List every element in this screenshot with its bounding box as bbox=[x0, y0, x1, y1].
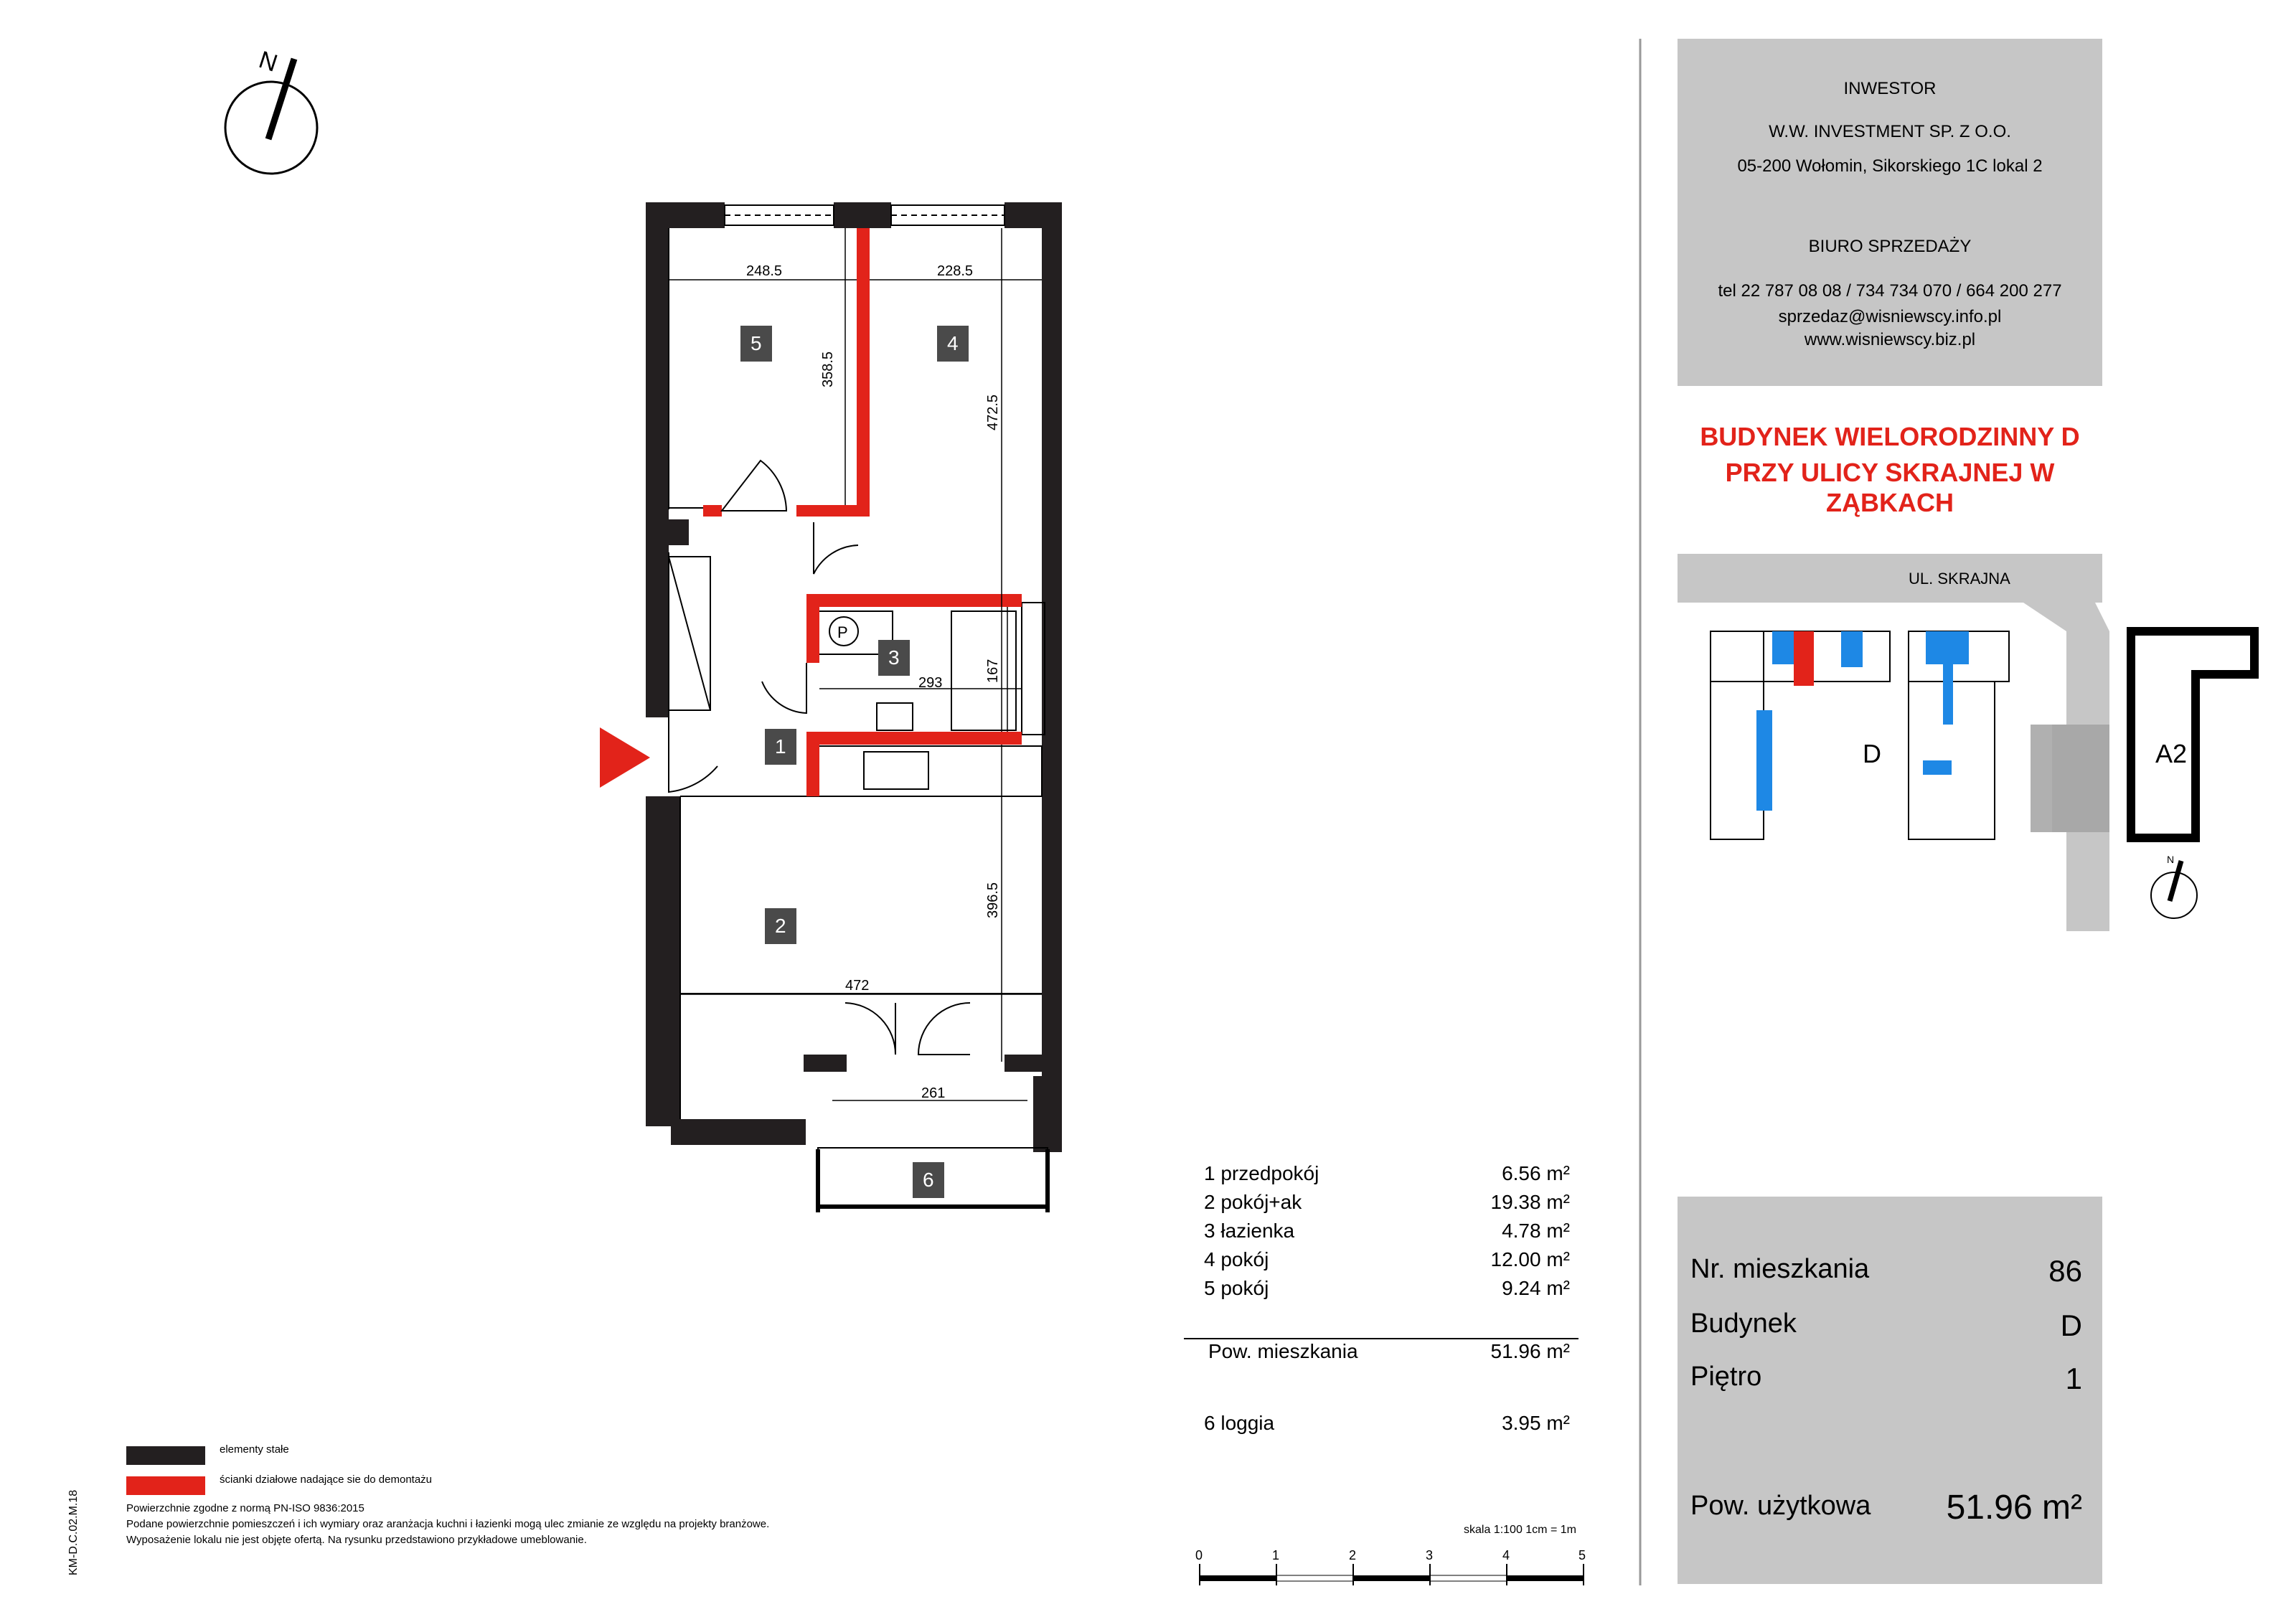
scale-label: skala 1:100 1cm = 1m bbox=[1464, 1524, 1576, 1536]
room-row-5 bbox=[1204, 1277, 1570, 1301]
sales-heading: BIURO SPRZEDAŻY bbox=[1808, 237, 1972, 256]
apartment-area-label: Pow. mieszkania bbox=[1208, 1340, 1358, 1362]
north-arrow bbox=[225, 46, 317, 174]
summary-panel bbox=[1678, 1197, 2102, 1584]
legend-note-3: Wyposażenie lokalu nie jest objęte ofertą. Na rysunku przedstawiono przykładowe umeblowanie. bbox=[126, 1534, 587, 1546]
room-area: 4.78 m² bbox=[1502, 1220, 1570, 1242]
investor-heading: INWESTOR bbox=[1843, 79, 1937, 98]
sales-phones: tel 22 787 08 08 / 734 734 070 / 664 200 277 bbox=[1718, 281, 2062, 301]
apartment-area-row bbox=[1208, 1340, 1570, 1364]
scale-tick-2: 2 bbox=[1349, 1548, 1357, 1562]
dim-248-5: 248.5 bbox=[746, 263, 783, 279]
document-code: KM-D.C.02.M.18 bbox=[67, 1489, 80, 1575]
scale-tick-0: 0 bbox=[1195, 1548, 1203, 1562]
legend-swatch-fixed bbox=[126, 1446, 205, 1465]
legend-note-2: Podane powierzchnie pomieszczeń i ich wymiary oraz aranżacja kuchni i łazienki mogą ulec zmianie ze względu na projekty branżowe. bbox=[126, 1518, 770, 1530]
dim-472-5: 472.5 bbox=[985, 394, 1001, 430]
room-name: 2 pokój+ak bbox=[1204, 1191, 1302, 1213]
dim-396-5: 396.5 bbox=[985, 882, 1001, 918]
investor-company: W.W. INVESTMENT SP. Z O.O. bbox=[1769, 122, 2011, 141]
room-area: 19.38 m² bbox=[1490, 1191, 1570, 1213]
room-row-2 bbox=[1204, 1191, 1570, 1215]
apartment-area-value: 51.96 m² bbox=[1490, 1340, 1570, 1362]
scale-tick-5: 5 bbox=[1578, 1548, 1586, 1562]
apartment-number-label: Nr. mieszkania bbox=[1690, 1254, 1870, 1284]
building-title bbox=[1678, 422, 2102, 517]
usable-area-label: Pow. użytkowa bbox=[1690, 1491, 1871, 1521]
room-name: 1 przedpokój bbox=[1204, 1162, 1319, 1184]
legend-swatch-removable bbox=[126, 1476, 205, 1495]
room-marker-3: 3 bbox=[888, 646, 900, 669]
loggia-row bbox=[1204, 1412, 1570, 1436]
room-row-4 bbox=[1204, 1248, 1570, 1273]
loggia-area: 3.95 m² bbox=[1502, 1412, 1570, 1434]
north-label: N bbox=[255, 46, 281, 77]
room-marker-5: 5 bbox=[751, 332, 762, 354]
site-building-d-label: D bbox=[1863, 739, 1881, 768]
room-marker-2: 2 bbox=[775, 915, 786, 937]
scale-bar bbox=[1200, 1564, 1584, 1585]
dim-228-5: 228.5 bbox=[937, 263, 974, 279]
investor-panel bbox=[1678, 39, 2102, 386]
site-north-label: N bbox=[2167, 854, 2175, 865]
legend-removable-label: ścianki działowe nadające sie do demontażu bbox=[220, 1474, 433, 1486]
room-name: 5 pokój bbox=[1204, 1277, 1269, 1299]
building-title-line1: BUDYNEK WIELORODZINNY D bbox=[1700, 422, 2080, 451]
site-building-a2-label: A2 bbox=[2155, 739, 2188, 768]
dim-293: 293 bbox=[918, 675, 943, 691]
building-value: D bbox=[2060, 1309, 2082, 1342]
room-marker-4: 4 bbox=[947, 332, 959, 354]
removable-walls bbox=[703, 228, 1022, 796]
legend-fixed-label: elementy stałe bbox=[220, 1443, 289, 1456]
sales-website[interactable]: www.wisniewscy.biz.pl bbox=[1804, 330, 1976, 349]
room-area: 9.24 m² bbox=[1502, 1277, 1570, 1299]
room-marker-6: 6 bbox=[923, 1169, 934, 1191]
loggia-name: 6 loggia bbox=[1204, 1412, 1275, 1434]
scale-tick-3: 3 bbox=[1426, 1548, 1434, 1562]
room-row-1 bbox=[1204, 1162, 1570, 1187]
site-street-label: UL. SKRAJNA bbox=[1909, 570, 2010, 588]
investor-address: 05-200 Wołomin, Sikorskiego 1C lokal 2 bbox=[1737, 156, 2043, 176]
room-marker-1: 1 bbox=[775, 735, 786, 758]
apartment-number-value: 86 bbox=[2048, 1254, 2082, 1288]
usable-area-value: 51.96 m² bbox=[1946, 1489, 2082, 1527]
dim-358-5: 358.5 bbox=[820, 351, 836, 387]
svg-text:P: P bbox=[837, 623, 848, 641]
dim-167: 167 bbox=[985, 659, 1001, 683]
room-name: 4 pokój bbox=[1204, 1248, 1269, 1270]
sales-email[interactable]: sprzedaz@wisniewscy.info.pl bbox=[1778, 307, 2002, 326]
toilet-icon bbox=[829, 617, 858, 646]
entry-arrow bbox=[600, 727, 650, 788]
dim-472: 472 bbox=[845, 978, 870, 994]
floor-label: Piętro bbox=[1690, 1362, 1762, 1392]
scale-tick-1: 1 bbox=[1272, 1548, 1280, 1562]
scale-tick-4: 4 bbox=[1502, 1548, 1510, 1562]
legend-note-1: Powierzchnie zgodne z normą PN-ISO 9836:2015 bbox=[126, 1502, 364, 1514]
room-name: 3 łazienka bbox=[1204, 1220, 1295, 1242]
floor-value: 1 bbox=[2065, 1362, 2082, 1395]
dim-261: 261 bbox=[921, 1085, 946, 1101]
room-row-3 bbox=[1204, 1220, 1570, 1244]
room-area: 6.56 m² bbox=[1502, 1162, 1570, 1184]
building-label: Budynek bbox=[1690, 1309, 1797, 1339]
room-markers bbox=[740, 326, 969, 1198]
building-title-line2: PRZY ULICY SKRAJNEJ W ZĄBKACH bbox=[1725, 458, 2055, 517]
room-area: 12.00 m² bbox=[1490, 1248, 1570, 1270]
